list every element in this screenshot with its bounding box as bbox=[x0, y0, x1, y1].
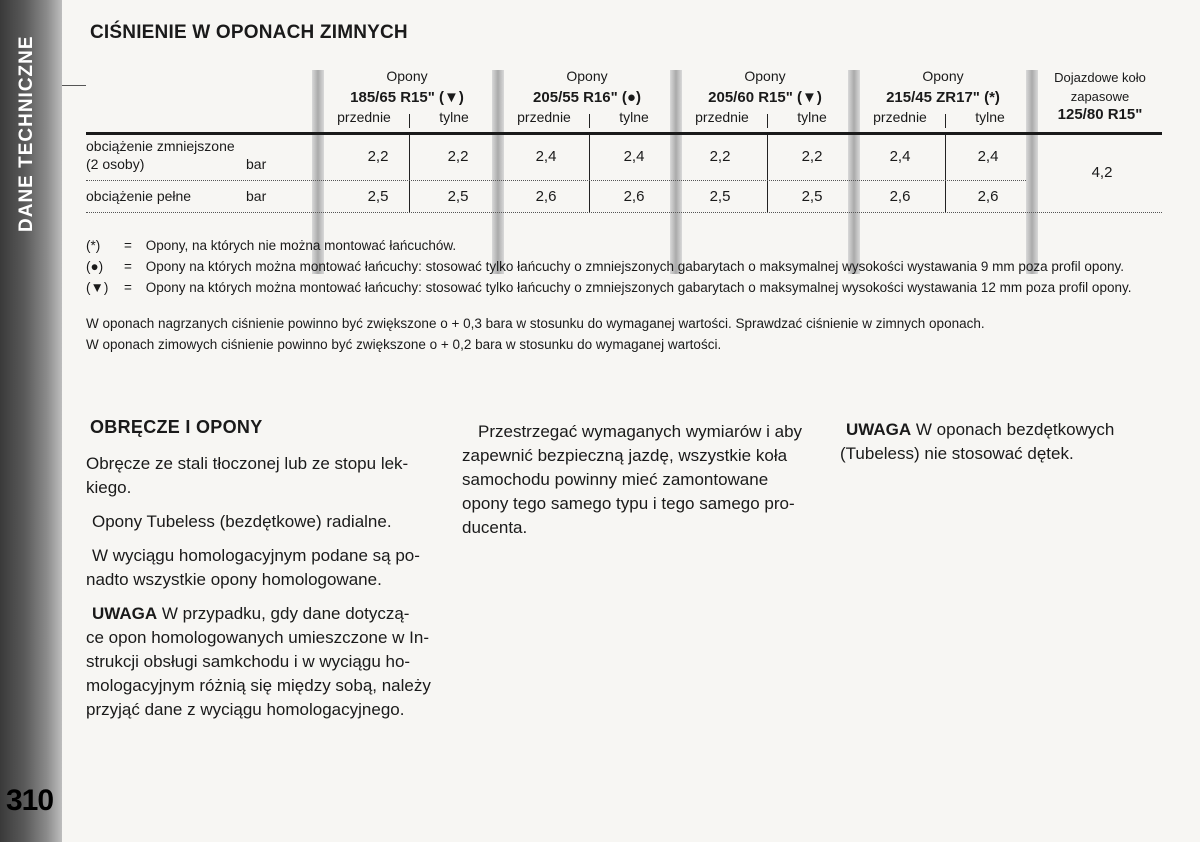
note-equals: = bbox=[124, 259, 132, 274]
paragraph-line: Przestrzegać wymaganych wymiarów i aby bbox=[478, 422, 803, 441]
paragraph-line: opony tego samego typu i tego samego pro- bbox=[462, 494, 795, 513]
note-text: Opony, na których nie można montować łańcuchów. bbox=[145, 238, 457, 253]
table-cell: 2,5 bbox=[801, 188, 823, 205]
table-cell: 2,6 bbox=[535, 188, 557, 205]
column-header-label: Opony bbox=[386, 68, 428, 84]
note-symbol: (●) bbox=[86, 259, 104, 274]
row-label-sub: (2 osoby) bbox=[86, 156, 145, 172]
column-header-front: przednie bbox=[337, 109, 391, 125]
paragraph-line: Obręcze ze stali tłoczonej lub ze stopu lek- bbox=[86, 454, 409, 473]
table-title: CIŚNIENIE W OPONACH ZIMNYCH bbox=[90, 22, 408, 43]
spare-header-size: 125/80 R15" bbox=[1057, 106, 1143, 123]
note-symbol: (*) bbox=[86, 238, 101, 253]
column-header-rear: tylne bbox=[439, 109, 469, 125]
note-row bbox=[86, 238, 456, 253]
subheader-divider bbox=[409, 114, 410, 128]
table-cell: 2,2 bbox=[709, 148, 731, 165]
row-unit: bar bbox=[246, 156, 267, 172]
section-side-label: DANE TECHNICZNE bbox=[16, 35, 37, 232]
spare-header-line2: zapasowe bbox=[1070, 89, 1130, 104]
column-header-rear: tylne bbox=[619, 109, 649, 125]
cell-divider bbox=[409, 135, 410, 212]
title-rule bbox=[62, 85, 86, 86]
paragraph-text: W oponach bezdętkowych bbox=[911, 420, 1115, 439]
pressure-note: W oponach nagrzanych ciśnienie powinno być zwiększone o + 0,3 bara w stosunku do wymaganej wartości. Sprawdzać ciśnienie w zimnych oponach. bbox=[86, 316, 985, 331]
note-text: Opony na których można montować łańcuchy: stosować tylko łańcuchy o zmniejszonych gabarytach o maksymalnej wysokości wystawania 9 mm poza profil opony. bbox=[145, 259, 1124, 274]
row-label: obciążenie pełne bbox=[86, 188, 192, 204]
paragraph-line: przyjąć dane z wyciągu homologacyjnego. bbox=[86, 700, 405, 719]
paragraph-text: W przypadku, gdy dane dotyczą- bbox=[157, 604, 410, 623]
note-symbol: (▼) bbox=[86, 280, 109, 295]
paragraph-line: nadto wszystkie opony homologowane. bbox=[86, 570, 382, 589]
paragraph-line: mologacyjnym różnią się między sobą, należy bbox=[86, 676, 431, 695]
paragraph-line: kiego. bbox=[86, 478, 132, 497]
column-header-rear: tylne bbox=[975, 109, 1005, 125]
subheader-divider bbox=[767, 114, 768, 128]
paragraph-line: strukcji obsługi samkchodu i w wyciągu ho- bbox=[86, 652, 411, 671]
table-cell: 2,2 bbox=[801, 148, 823, 165]
paragraph-line: samochodu powinny mieć zamontowane bbox=[462, 470, 769, 489]
row-label: obciążenie zmniejszone bbox=[86, 138, 235, 154]
column-header-label: Opony bbox=[566, 68, 608, 84]
column-header-front: przednie bbox=[873, 109, 927, 125]
column-header-rear: tylne bbox=[797, 109, 827, 125]
section-heading: OBRĘCZE I OPONY bbox=[90, 417, 263, 437]
paragraph-line bbox=[846, 418, 1114, 442]
row-unit: bar bbox=[246, 188, 267, 204]
column-header-size: 185/65 R15" (▼) bbox=[350, 89, 464, 106]
table-cell: 2,4 bbox=[535, 148, 557, 165]
note-row bbox=[86, 259, 1124, 274]
row-divider bbox=[86, 180, 1026, 182]
cell-divider bbox=[767, 135, 768, 212]
warning-label: UWAGA bbox=[846, 420, 912, 439]
column-header-label: Opony bbox=[744, 68, 786, 84]
column-header-size: 205/60 R15" (▼) bbox=[708, 89, 822, 106]
table-cell: 2,4 bbox=[623, 148, 645, 165]
table-cell: 2,2 bbox=[367, 148, 389, 165]
paragraph-line: W wyciągu homologacyjnym podane są po- bbox=[92, 546, 420, 565]
column-header-front: przednie bbox=[517, 109, 571, 125]
table-cell: 2,6 bbox=[889, 188, 911, 205]
table-cell: 2,6 bbox=[977, 188, 999, 205]
pressure-note: W oponach zimowych ciśnienie powinno być zwiększone o + 0,2 bara w stosunku do wymaganej wartości. bbox=[86, 337, 722, 352]
cell-divider bbox=[589, 135, 590, 212]
column-header-label: Opony bbox=[922, 68, 964, 84]
column-header-size: 205/55 R16" (●) bbox=[533, 89, 641, 106]
column-header-front: przednie bbox=[695, 109, 749, 125]
note-equals: = bbox=[124, 280, 132, 295]
table-cell: 2,5 bbox=[367, 188, 389, 205]
page-number: 310 bbox=[6, 784, 54, 817]
paragraph-line bbox=[92, 602, 409, 626]
header-rule bbox=[86, 132, 1162, 135]
table-cell: 2,4 bbox=[977, 148, 999, 165]
table-bottom-rule bbox=[86, 212, 1162, 214]
spare-wheel-value: 4,2 bbox=[1091, 164, 1113, 181]
note-row bbox=[86, 280, 1131, 295]
paragraph-line: zapewnić bezpieczną jazdę, wszystkie koła bbox=[462, 446, 788, 465]
spare-header-line1: Dojazdowe koło bbox=[1054, 70, 1146, 85]
table-cell: 2,4 bbox=[889, 148, 911, 165]
cell-divider bbox=[945, 135, 946, 212]
table-cell: 2,6 bbox=[623, 188, 645, 205]
tire-pressure-table bbox=[86, 62, 1162, 212]
paragraph-line: ce opon homologowanych umieszczone w In- bbox=[86, 628, 430, 647]
table-cell: 2,5 bbox=[447, 188, 469, 205]
paragraph-line: (Tubeless) nie stosować dętek. bbox=[840, 444, 1074, 463]
warning-label: UWAGA bbox=[92, 604, 158, 623]
note-equals: = bbox=[124, 238, 132, 253]
subheader-divider bbox=[945, 114, 946, 128]
table-cell: 2,2 bbox=[447, 148, 469, 165]
column-header-size: 215/45 ZR17" (*) bbox=[886, 89, 1000, 106]
note-text: Opony na których można montować łańcuchy: stosować tylko łańcuchy o zmniejszonych gabarytach o maksymalnej wysokości wystawania 12 mm poza profil opony. bbox=[145, 280, 1132, 295]
paragraph-line: Opony Tubeless (bezdętkowe) radialne. bbox=[92, 512, 392, 531]
paragraph-line: ducenta. bbox=[462, 518, 528, 537]
table-cell: 2,5 bbox=[709, 188, 731, 205]
subheader-divider bbox=[589, 114, 590, 128]
